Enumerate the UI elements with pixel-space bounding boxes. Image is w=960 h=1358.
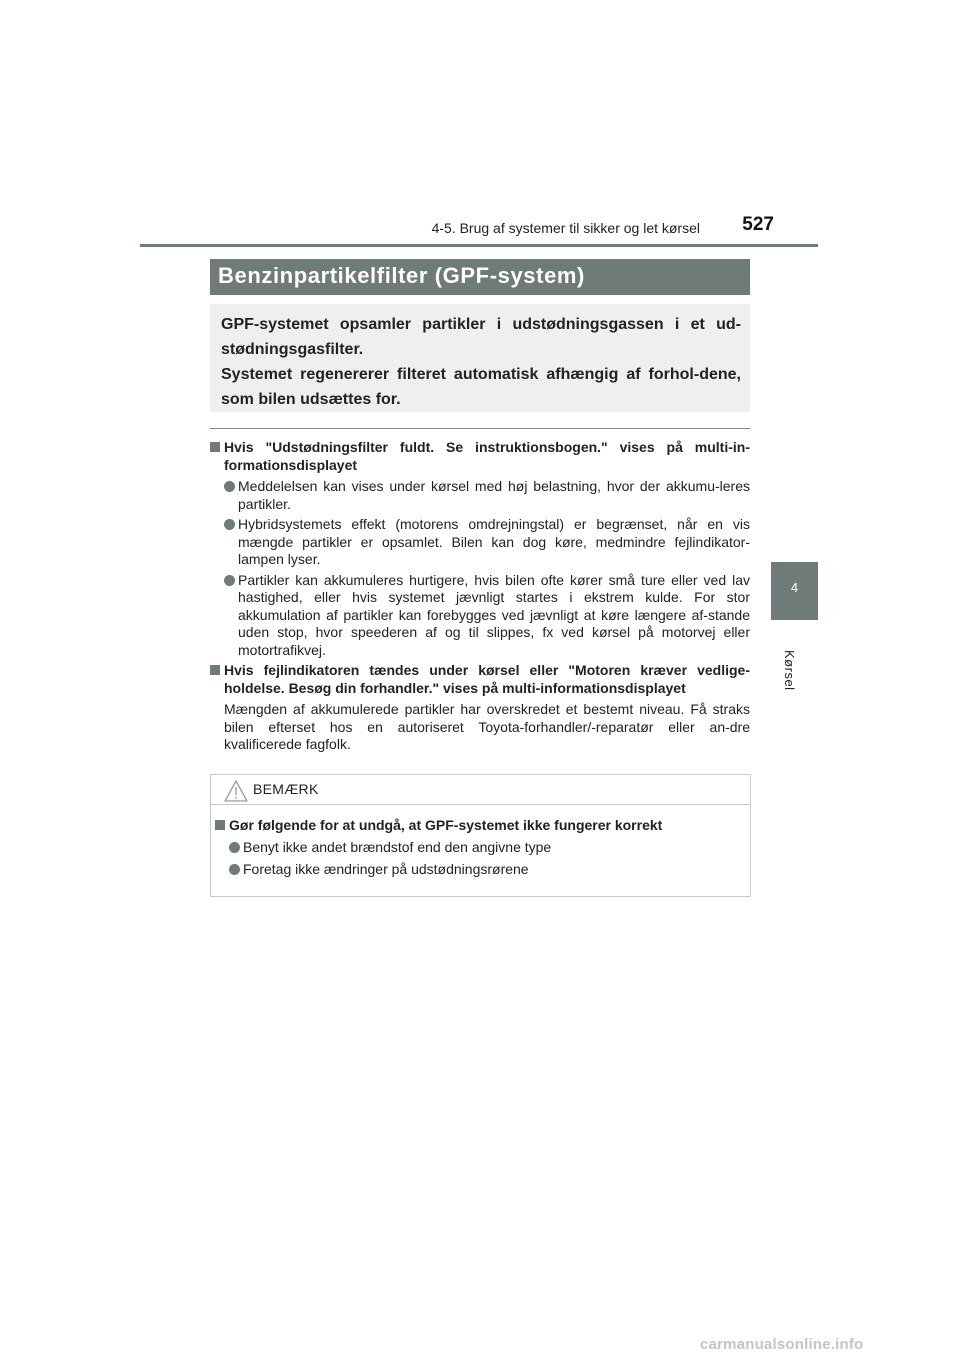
notice-list-item xyxy=(215,861,743,878)
intro-paragraph: GPF-systemet opsamler partikler i udstødningsgassen i et ud-stødningsgasfilter. xyxy=(221,316,741,358)
list-item xyxy=(210,516,750,569)
square-bullet-icon xyxy=(210,442,220,452)
circle-bullet-icon xyxy=(224,481,235,492)
notice-title: BEMÆRK xyxy=(253,781,319,797)
square-bullet-icon xyxy=(210,665,220,675)
page-title: Benzinpartikelfilter (GPF-system) xyxy=(218,263,585,288)
list-item-text: Meddelelsen kan vises under kørsel med høj belastning, hvor der akkumu-leres partikler. xyxy=(238,478,750,512)
circle-bullet-icon xyxy=(229,842,240,853)
notice-subheading xyxy=(215,817,743,834)
page-number: 527 xyxy=(742,214,774,235)
list-item-text: Hybridsystemets effekt (motorens omdrejningstal) er begrænset, når en vis mængde partikler er opsamlet. Bilen kan dog køre, medmindre fejlindikator-lampen lyser. xyxy=(238,516,750,567)
body-content xyxy=(210,439,750,754)
chapter-tab-number: 4 xyxy=(790,580,799,595)
warning-triangle-icon xyxy=(224,780,248,802)
circle-bullet-icon xyxy=(229,864,240,875)
chapter-tab-label xyxy=(776,650,816,710)
subheading xyxy=(210,439,750,474)
list-item xyxy=(210,478,750,513)
header-divider xyxy=(140,244,818,247)
intro-text xyxy=(221,312,741,412)
subheading-text: Hvis fejlindikatoren tændes under kørsel eller "Motoren kræver vedlige-holdelse. Besøg din forhandler." vises på multi-informationsdisplayet xyxy=(224,662,750,696)
watermark: carmanualsonline.info xyxy=(700,1336,864,1353)
notice-body xyxy=(215,817,743,883)
subheading xyxy=(210,662,750,697)
chapter-tab-label-text: Kørsel xyxy=(782,650,797,691)
square-bullet-icon xyxy=(215,820,225,830)
list-item xyxy=(210,572,750,660)
subheading-text: Hvis "Udstødningsfilter fuldt. Se instruktionsbogen." vises på multi-in-formationsdisplayet xyxy=(224,439,750,473)
list-item-text: Partikler kan akkumuleres hurtigere, hvis bilen ofte kører små ture eller ved lav hastighed, eller hvis systemet jævnligt startes i ekstrem kulde. For stor akkumulation af partikler kan forebygges ved jævnligt at køre længere af-stande uden stop, hvor speederen af og til slippes, fx ved kørsel på motorvej eller motortrafikvej. xyxy=(238,571,750,658)
circle-bullet-icon xyxy=(224,575,235,586)
section-divider xyxy=(210,428,750,429)
notice-list-item-text: Foretag ikke ændringer på udstødningsrørene xyxy=(243,861,529,877)
notice-subheading-text: Gør følgende for at undgå, at GPF-systemet ikke fungerer korrekt xyxy=(229,817,663,833)
intro-paragraph: Systemet regenererer filteret automatisk afhængig af forhol-dene, som bilen udsættes for. xyxy=(221,366,741,408)
notice-header-divider xyxy=(211,804,750,805)
section-title: 4-5. Brug af systemer til sikker og let kørsel xyxy=(431,220,700,236)
circle-bullet-icon xyxy=(224,519,235,530)
notice-list-item xyxy=(215,839,743,856)
notice-list-item-text: Benyt ikke andet brændstof end den angivne type xyxy=(243,839,552,855)
paragraph: Mængden af akkumulerede partikler har overskredet et bestemt niveau. Få straks bilen efterset hos en autoriseret Toyota-forhandler/-reparatør eller an-dre kvalificerede fagfolk. xyxy=(224,701,750,752)
